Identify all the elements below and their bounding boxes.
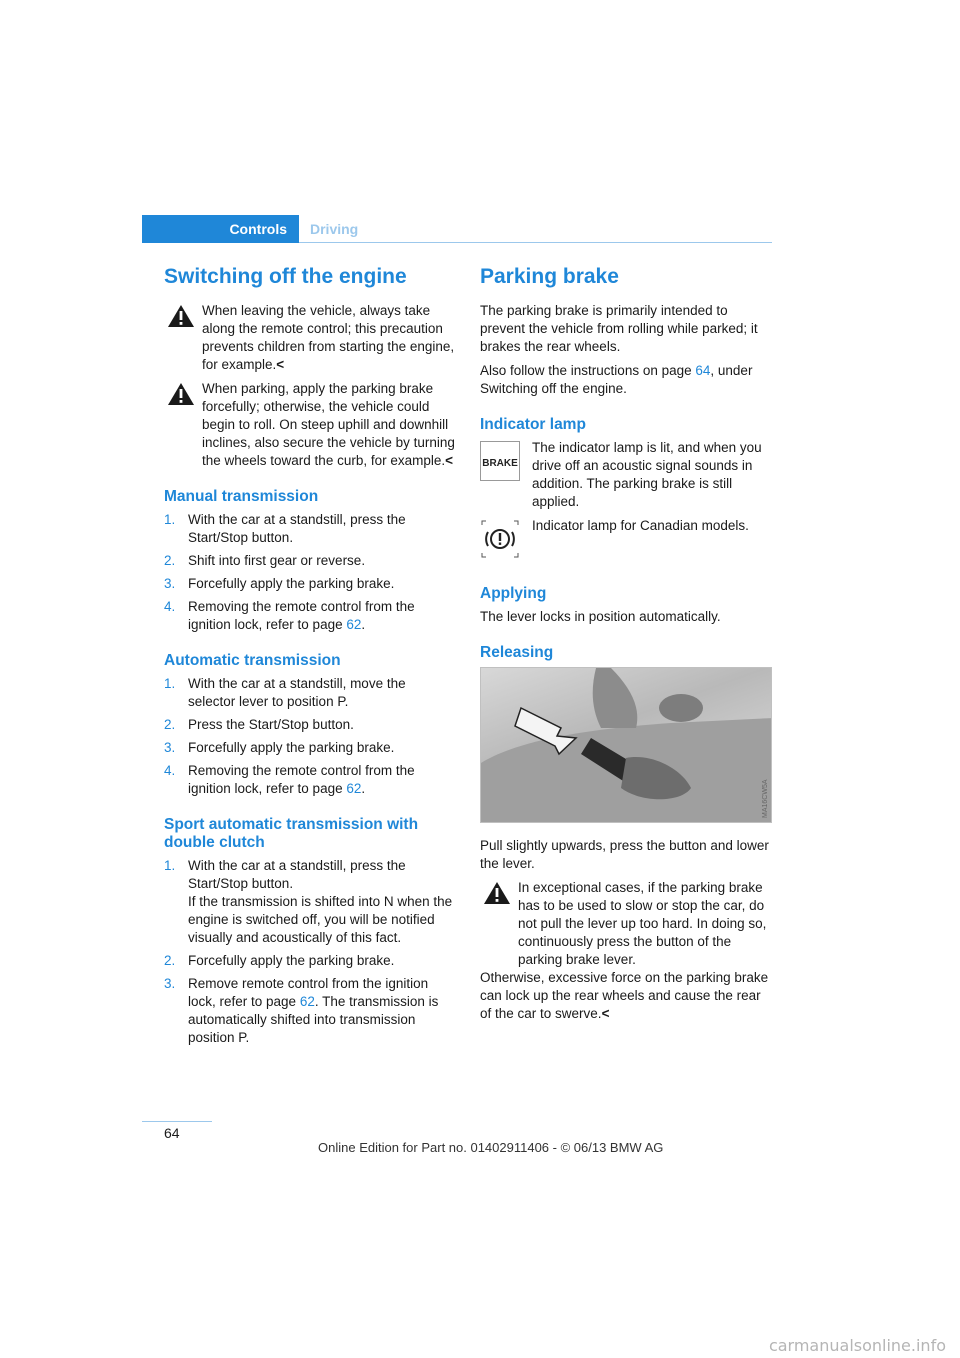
warning-text: When parking, apply the parking brake forcefully; otherwise, the vehicle could begin to roll. On steep uphill and downhill inclines, also secure the vehicle by turning the wheels toward the curb, for example. [202, 381, 455, 468]
list-item: 2. Shift into first gear or reverse. [164, 553, 366, 568]
list-item: 3. Forcefully apply the parking brake. [164, 576, 395, 591]
heading-indicator-lamp: Indicator lamp [480, 416, 586, 433]
list-item: 3. Remove remote control from the ignition lock, refer to page 62. The transmission is automatically shifted into transmission position P. [164, 976, 439, 1045]
section-header [142, 215, 772, 243]
heading-sport-automatic: Sport automatic transmission with double clutch [164, 816, 419, 851]
list-item: 2. Forcefully apply the parking brake. [164, 953, 395, 968]
heading-releasing: Releasing [480, 644, 554, 661]
footer-rule [142, 1121, 212, 1122]
end-mark: < [445, 453, 454, 468]
warning-parking [164, 380, 456, 470]
edition-footer: Online Edition for Part no. 01402911406 - © 06/13 BMW AG [318, 1140, 664, 1155]
heading-automatic-transmission: Automatic transmission [164, 652, 341, 669]
end-mark: < [276, 357, 285, 372]
left-column [164, 262, 456, 1052]
page-link[interactable]: 62 [299, 994, 315, 1009]
indicator-brake-row [480, 439, 772, 511]
image-code: MA16CW5A [762, 779, 769, 818]
heading-applying: Applying [480, 585, 547, 602]
heading-manual-transmission: Manual transmission [164, 488, 319, 505]
applying-text: The lever locks in position automatically. [480, 609, 721, 624]
list-item: 3. Forcefully apply the parking brake. [164, 740, 395, 755]
warning-text: In exceptional cases, if the parking brake has to be used to slow or stop the car, do not pull the lever up too hard. In doing so, continuously press the button of the parking brake lever. [518, 880, 767, 967]
end-mark: < [601, 1006, 610, 1021]
page-number: 64 [164, 1125, 180, 1141]
parking-brake-illustration [481, 668, 772, 823]
page-link[interactable]: 62 [346, 617, 362, 632]
header-rule [299, 242, 772, 243]
intro-text: The parking brake is primarily intended to prevent the vehicle from rolling while parked; it brakes the rear wheels. [480, 303, 758, 354]
manual-steps [164, 511, 456, 634]
warning-triangle-icon [167, 304, 195, 328]
watermark: carmanualsonline.info [768, 1336, 946, 1355]
indicator-text: The indicator lamp is lit, and when you drive off an acoustic signal sounds in addition. The parking brake is still applied. [532, 440, 762, 509]
page-link[interactable]: 64 [695, 363, 711, 378]
releasing-text: Pull slightly upwards, press the button and lower the lever. [480, 838, 769, 871]
warning-text-continued: Otherwise, excessive force on the parking brake can lock up the rear wheels and cause the rear of the car to swerve. [480, 970, 769, 1021]
list-item: 1. With the car at a standstill, move the selector lever to position P. [164, 676, 406, 709]
tab-driving[interactable]: Driving [310, 221, 359, 237]
tab-controls[interactable]: Controls [142, 215, 299, 243]
section-title-switching-off: Switching off the engine [164, 265, 407, 288]
warning-emergency-brake [480, 879, 772, 1023]
indicator-canada-text: Indicator lamp for Canadian models. [532, 518, 749, 533]
svg-text:BRAKE: BRAKE [482, 458, 518, 469]
list-item: 1. With the car at a standstill, press the Start/Stop button. [164, 512, 406, 545]
automatic-steps [164, 675, 456, 798]
page-link[interactable]: 62 [346, 781, 362, 796]
warning-remote-control [164, 302, 456, 374]
follow-instructions: Also follow the instructions on page 64, under Switching off the engine. [480, 363, 753, 396]
indicator-canada-row [480, 517, 772, 571]
sport-steps [164, 857, 456, 1047]
parking-brake-photo [480, 667, 772, 823]
warning-text: When leaving the vehicle, always take along the remote control; this precaution prevents children from starting the engine, for example. [202, 303, 455, 372]
warning-triangle-icon [167, 382, 195, 406]
list-item: 2. Press the Start/Stop button. [164, 717, 354, 732]
list-item: 4. Removing the remote control from the ignition lock, refer to page 62. [164, 763, 415, 796]
brake-lamp-icon [480, 441, 520, 481]
warning-triangle-icon [483, 881, 511, 905]
brake-warning-circle-icon [480, 519, 520, 559]
section-title-parking-brake: Parking brake [480, 265, 619, 288]
right-column [480, 262, 772, 1023]
list-item: 1. With the car at a standstill, press the Start/Stop button. If the transmission is shifted into N when the engine is switched off, you will be notified visually and acoustically of this fact. [164, 858, 453, 945]
list-item: 4. Removing the remote control from the ignition lock, refer to page 62. [164, 599, 415, 632]
